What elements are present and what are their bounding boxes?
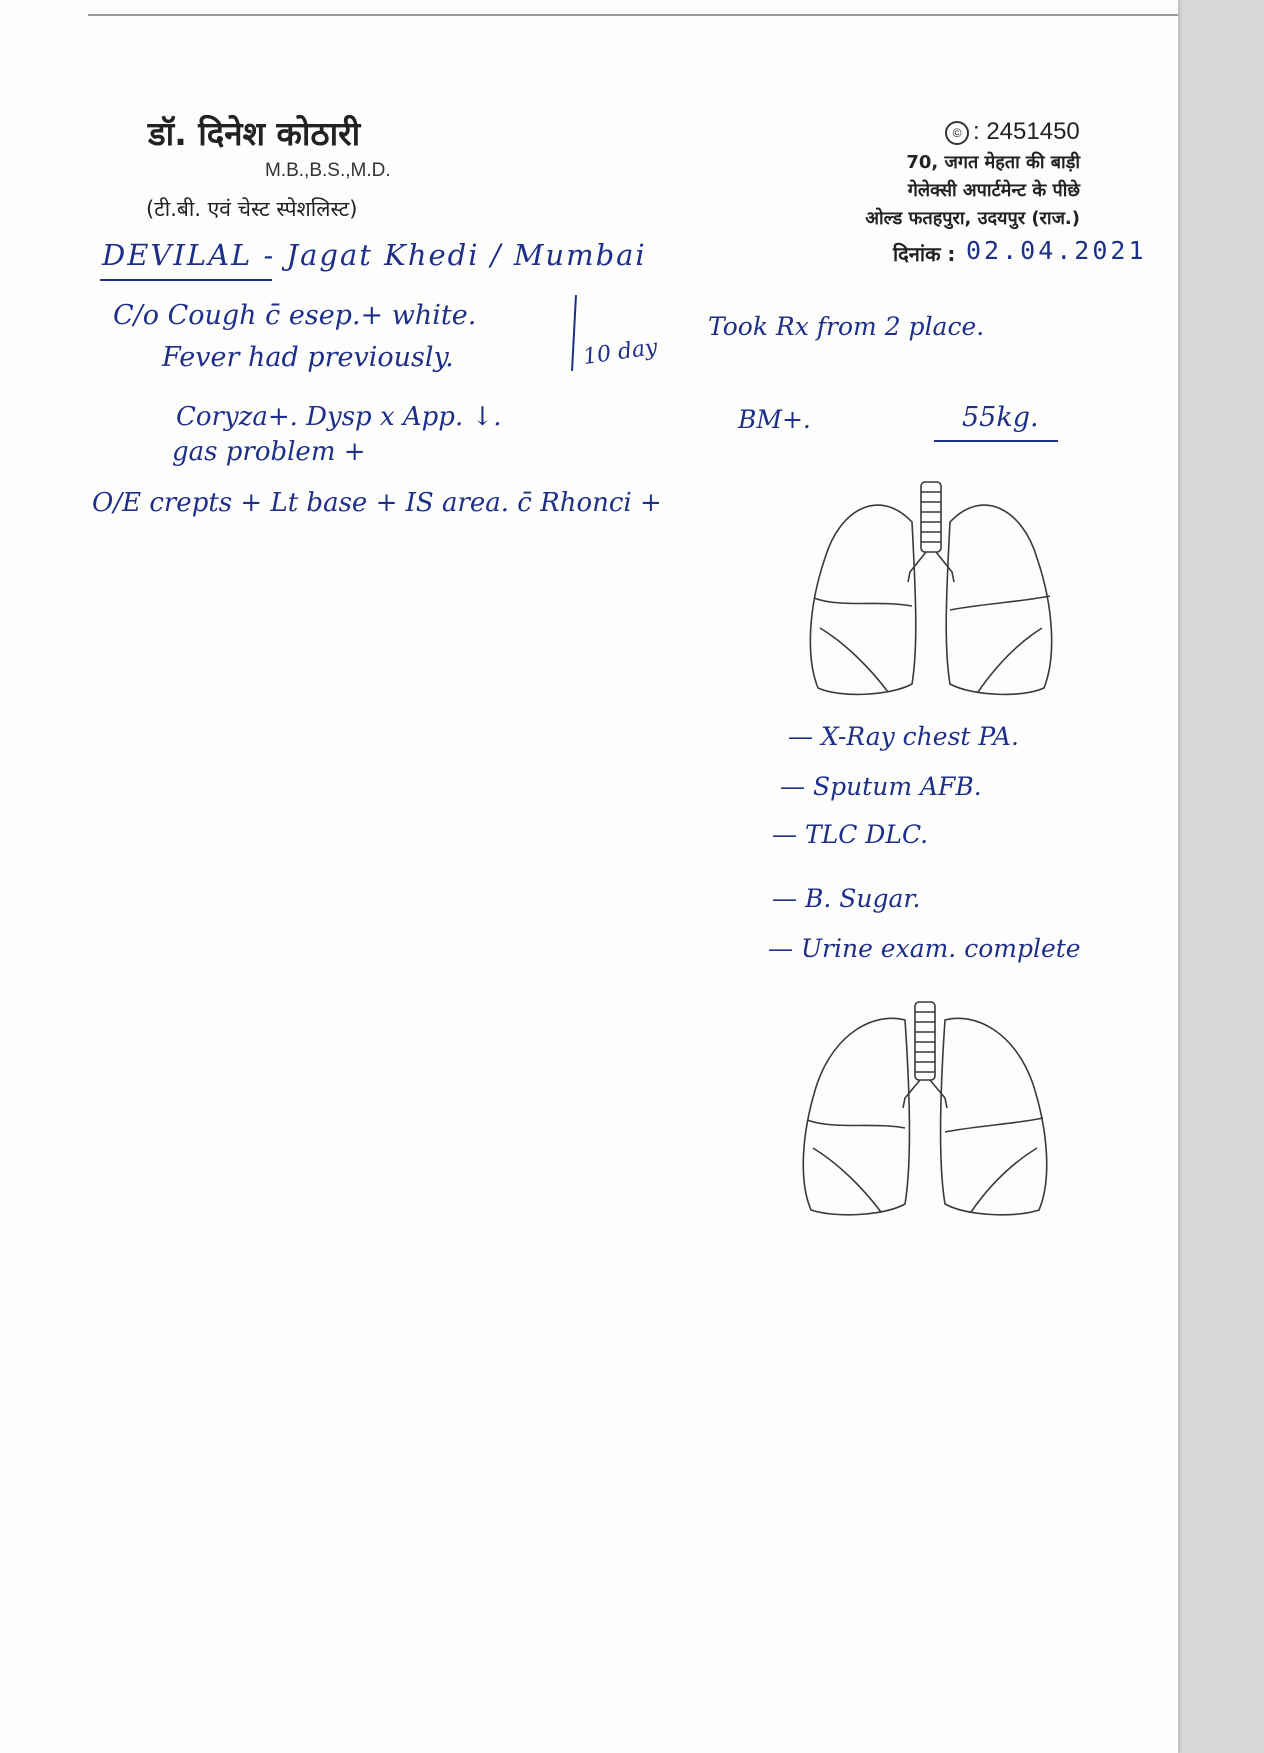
- investigation-tlc-dlc: — TLC DLC.: [772, 820, 929, 849]
- doctor-speciality: (टी.बी. एवं चेस्ट स्पेशलिस्ट): [146, 197, 358, 221]
- patient-weight: 55kg.: [962, 402, 1039, 433]
- doctor-name: डॉ. दिनेश कोठारी: [148, 114, 361, 153]
- complaint-line-3: Coryza+. Dysp x App. ↓.: [176, 402, 502, 432]
- patient-name-underline: [100, 279, 272, 281]
- lungs-diagram-bottom: [795, 998, 1055, 1218]
- complaint-duration: 10 day: [581, 334, 660, 371]
- previous-treatment-note: Took Rx from 2 place.: [708, 312, 985, 341]
- doctor-degree: M.B.,B.S.,M.D.: [265, 160, 391, 181]
- phone-number: [945, 118, 1080, 146]
- investigation-urine: — Urine exam. complete: [768, 934, 1081, 963]
- address-line-2: गेलेक्सी अपार्टमेन्ट के पीछे: [907, 180, 1080, 201]
- date-value: 02.04.2021: [966, 236, 1147, 265]
- bracket-line: [571, 295, 577, 371]
- phone-value: : 2451450: [973, 118, 1080, 145]
- patient-name: DEVILAL - Jagat Khedi / Mumbai: [102, 238, 647, 272]
- address-line-3: ओल्ड फतहपुरा, उदयपुर (राज.): [865, 208, 1080, 229]
- weight-underline: [934, 440, 1058, 442]
- complaint-line-4: gas problem +: [172, 437, 366, 467]
- complaint-line-1: C/o Cough c̄ esep.+ white.: [113, 300, 477, 331]
- page-top-edge: [88, 14, 1178, 42]
- address-line-1: 70, जगत मेहता की बाड़ी: [906, 152, 1080, 173]
- examination-findings: O/E crepts + Lt base + IS area. c̄ Rhonci +: [92, 488, 662, 518]
- investigation-blood-sugar: — B. Sugar.: [772, 884, 921, 913]
- bowel-movement-note: BM+.: [738, 405, 811, 434]
- date-label: दिनांक :: [893, 242, 956, 266]
- complaint-line-2: Fever had previously.: [162, 342, 454, 373]
- investigation-sputum: — Sputum AFB.: [780, 772, 982, 801]
- lungs-diagram-top: [800, 478, 1065, 698]
- investigation-xray: — X-Ray chest PA.: [788, 722, 1019, 751]
- phone-icon: ©: [945, 121, 969, 145]
